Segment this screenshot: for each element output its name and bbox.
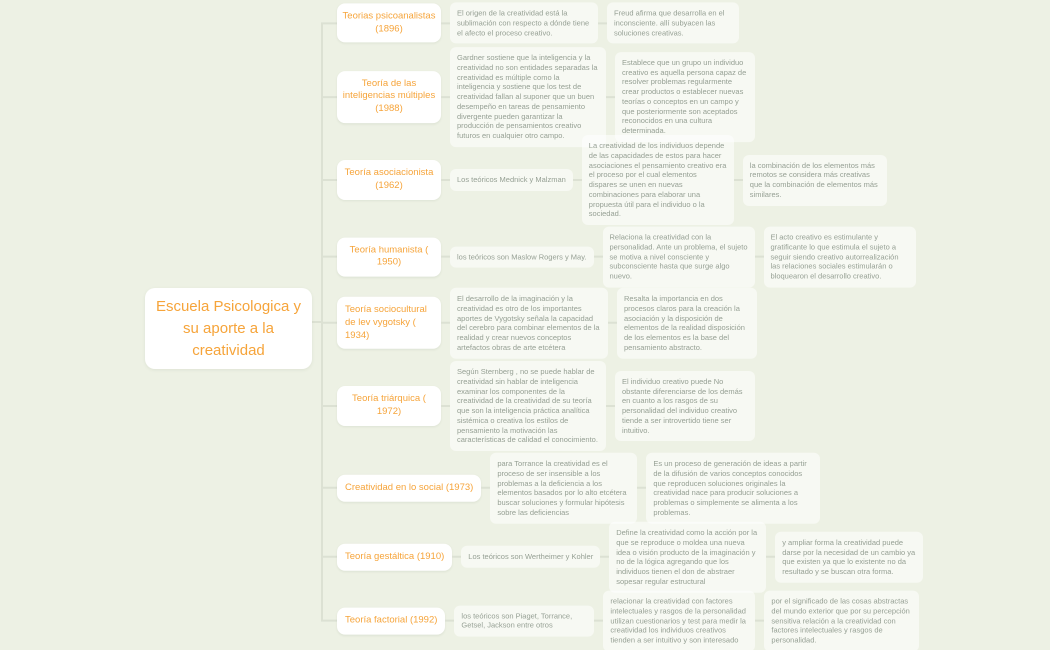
note-node[interactable]: El individuo creativo puede No obstante diferenciarse de los demás en cuanto a los rasgos de su personalidad del individuo creativo tiende a ser introvertido tiene ser intuitivo. [615, 371, 755, 442]
note-node[interactable]: por el significado de las cosas abstractas del mundo exterior que por su percepción sensitiva relación a la creatividad con factores intelectuales y rasgos de personalidad. [764, 591, 919, 650]
connector-line [600, 556, 609, 558]
note-node[interactable]: la combinación de los elementos más remotos se considera más creativas que la combinación de elementos más similares. [743, 155, 887, 206]
connector-line [608, 322, 617, 324]
connector-line [766, 556, 775, 558]
note-node[interactable]: los teóricos son Piaget, Torrance, Getsel, Jackson entre otros [454, 605, 594, 637]
note-node[interactable]: Freud afirma que desarrolla en el inconsciente. allí subyacen las soluciones creativas. [607, 2, 739, 43]
note-node[interactable]: relacionar la creatividad con factores intelectuales y rasgos de la personalidad utilizan cuestionarios y test para medir la creatividad los individuos creativos tienden a ser intuitivo y son interesado [603, 591, 755, 650]
connector-line [321, 322, 337, 324]
connector-line [594, 256, 603, 258]
note-node[interactable]: Establece que un grupo un individuo creativo es aquella persona capaz de resolver problemas regularmente crear productos o establecer nuevas teorías o conceptos en un campo y que posteriormente son aceptados reconocidos en una cultura determinada. [615, 52, 755, 142]
connector-line [441, 96, 450, 98]
branch-row [321, 227, 916, 288]
note-node[interactable]: para Torrance la creatividad es el proceso de ser insensible a los problemas a la deficiencia a los elementos basados por lo alto etcétera buscar soluciones y formular hipótesis sobre las deficiencias [490, 453, 637, 524]
connector-line [321, 22, 337, 24]
connector-line [481, 487, 490, 489]
note-node[interactable]: El acto creativo es estimulante y gratificante lo que estimula el sujeto a seguir siendo creativo autorrealización las relaciones sociales estimularán o bloquearon el desarrollo creativo. [764, 227, 916, 288]
note-node[interactable]: La creatividad de los individuos depende de las capacidades de estos para hacer asociaciones el pensamiento creativo era el proceso por el cual elementos dispares se unen en nuevas combinaciones para elaborar una propuesta útil para el individuo o la sociedad. [582, 135, 734, 225]
branch-node-factorial[interactable]: Teoría factorial (1992) [337, 608, 445, 635]
branch-row [321, 522, 923, 593]
branch-row [321, 135, 887, 225]
branch-node-sociocultural-vygotsky[interactable]: Teoría sociocultural de lev vygotsky ( 1934) [337, 297, 441, 349]
note-node[interactable]: Es un proceso de generación de ideas a partir de la difusión de varios conceptos conocidos que reproducen soluciones originales la creatividad nace para producir soluciones a problemas o simplemente se alimenta a los problemas. [646, 453, 820, 524]
branch-row [321, 591, 919, 650]
connector-line [637, 487, 646, 489]
note-node[interactable]: Define la creatividad como la acción por la que se reproduce o moldea una nueva idea o visión producto de la imaginación y no de la lógica agregando que los individuos tienen el don de abstraer sopesar regular estructural [609, 522, 766, 593]
connector-line [321, 179, 337, 181]
connector-line [441, 22, 450, 24]
note-node[interactable]: El desarrollo de la imaginación y la creatividad es otro de los importantes aportes de Vygotsky señala la capacidad del cerebro para combinar elementos de la realidad y crear nuevos conceptos artefactos obras de arte etcétera [450, 288, 608, 359]
root-node[interactable]: Escuela Psicologica y su aporte a la creatividad [145, 288, 312, 369]
connector-line [321, 96, 337, 98]
note-node[interactable]: Relaciona la creatividad con la personalidad. Ante un problema, el sujeto se motiva a nivel consciente y subconsciente hasta que surge algo nuevo. [603, 227, 755, 288]
note-node[interactable]: Gardner sostiene que la inteligencia y la creatividad no son entidades separadas la creatividad es múltiple como la inteligencia y sostiene que los test de creatividad fallan al suponer que un buen desempeño en tareas de pensamiento divergente pueden garantizar la producción de pensamientos creativo futuros en cualquier otro campo. [450, 47, 606, 147]
connector-line [441, 179, 450, 181]
connector-line [441, 256, 450, 258]
connector-line [606, 96, 615, 98]
connector-line [755, 256, 764, 258]
note-node[interactable]: Los teóricos son Wertheimer y Kohler [461, 546, 600, 568]
branch-node-asociacionista[interactable]: Teoría asociacionista (1962) [337, 160, 441, 200]
connector-line [321, 620, 337, 622]
branch-row [321, 2, 739, 43]
branch-row [321, 361, 755, 451]
connector-line [755, 620, 764, 622]
branch-node-humanista[interactable]: Teoría humanista ( 1950) [337, 237, 441, 277]
branch-row [321, 288, 757, 359]
connector-line [321, 487, 337, 489]
note-node[interactable]: El origen de la creatividad está la sublimación con respecto a dónde tiene el afecto el proceso creativo. [450, 2, 598, 43]
branch-node-triarquica[interactable]: Teoría triárquica ( 1972) [337, 386, 441, 426]
note-node[interactable]: Resalta la importancia en dos procesos claros para la creación la asociación y la disposición de elementos de la realidad disposición de los elementos es la base del pensamiento abstracto. [617, 288, 757, 359]
branch-node-gestaltica[interactable]: Teoría gestáltica (1910) [337, 544, 452, 571]
connector-line [594, 620, 603, 622]
note-node[interactable]: Según Sternberg , no se puede hablar de creatividad sin hablar de inteligencia examinar los componentes de la creatividad de la creatividad de su teoría que son la inteligencia práctica analítica sistémica o creativa los estilos de pensamiento la motivación las características de calidad el conocimiento. [450, 361, 606, 451]
connector-line [452, 556, 461, 558]
note-node[interactable]: y ampliar forma la creatividad puede darse por la necesidad de un cambio ya que existen ya que lo existente no da resultado y se buscan otra forma. [775, 532, 923, 583]
connector-line [606, 405, 615, 407]
connector-line [445, 620, 454, 622]
connector-line [573, 179, 582, 181]
note-node[interactable]: los teóricos son Maslow Rogers y May. [450, 246, 594, 268]
connector-line [321, 256, 337, 258]
branch-node-inteligencias-multiples[interactable]: Teoría de las inteligencias múltiples (1988) [337, 71, 441, 123]
branch-row [321, 453, 820, 524]
connector-line [441, 405, 450, 407]
connector-line [441, 322, 450, 324]
connector-line [734, 179, 743, 181]
connector-line [598, 22, 607, 24]
connector-line [321, 405, 337, 407]
branch-row [321, 47, 755, 147]
connector-line [321, 556, 337, 558]
branch-node-teorias-psicoanalistas[interactable]: Teorias psicoanalistas (1896) [337, 3, 441, 43]
note-node[interactable]: Los teóricos Mednick y Malzman [450, 169, 573, 191]
branch-node-creatividad-social[interactable]: Creatividad en lo social (1973) [337, 475, 481, 502]
